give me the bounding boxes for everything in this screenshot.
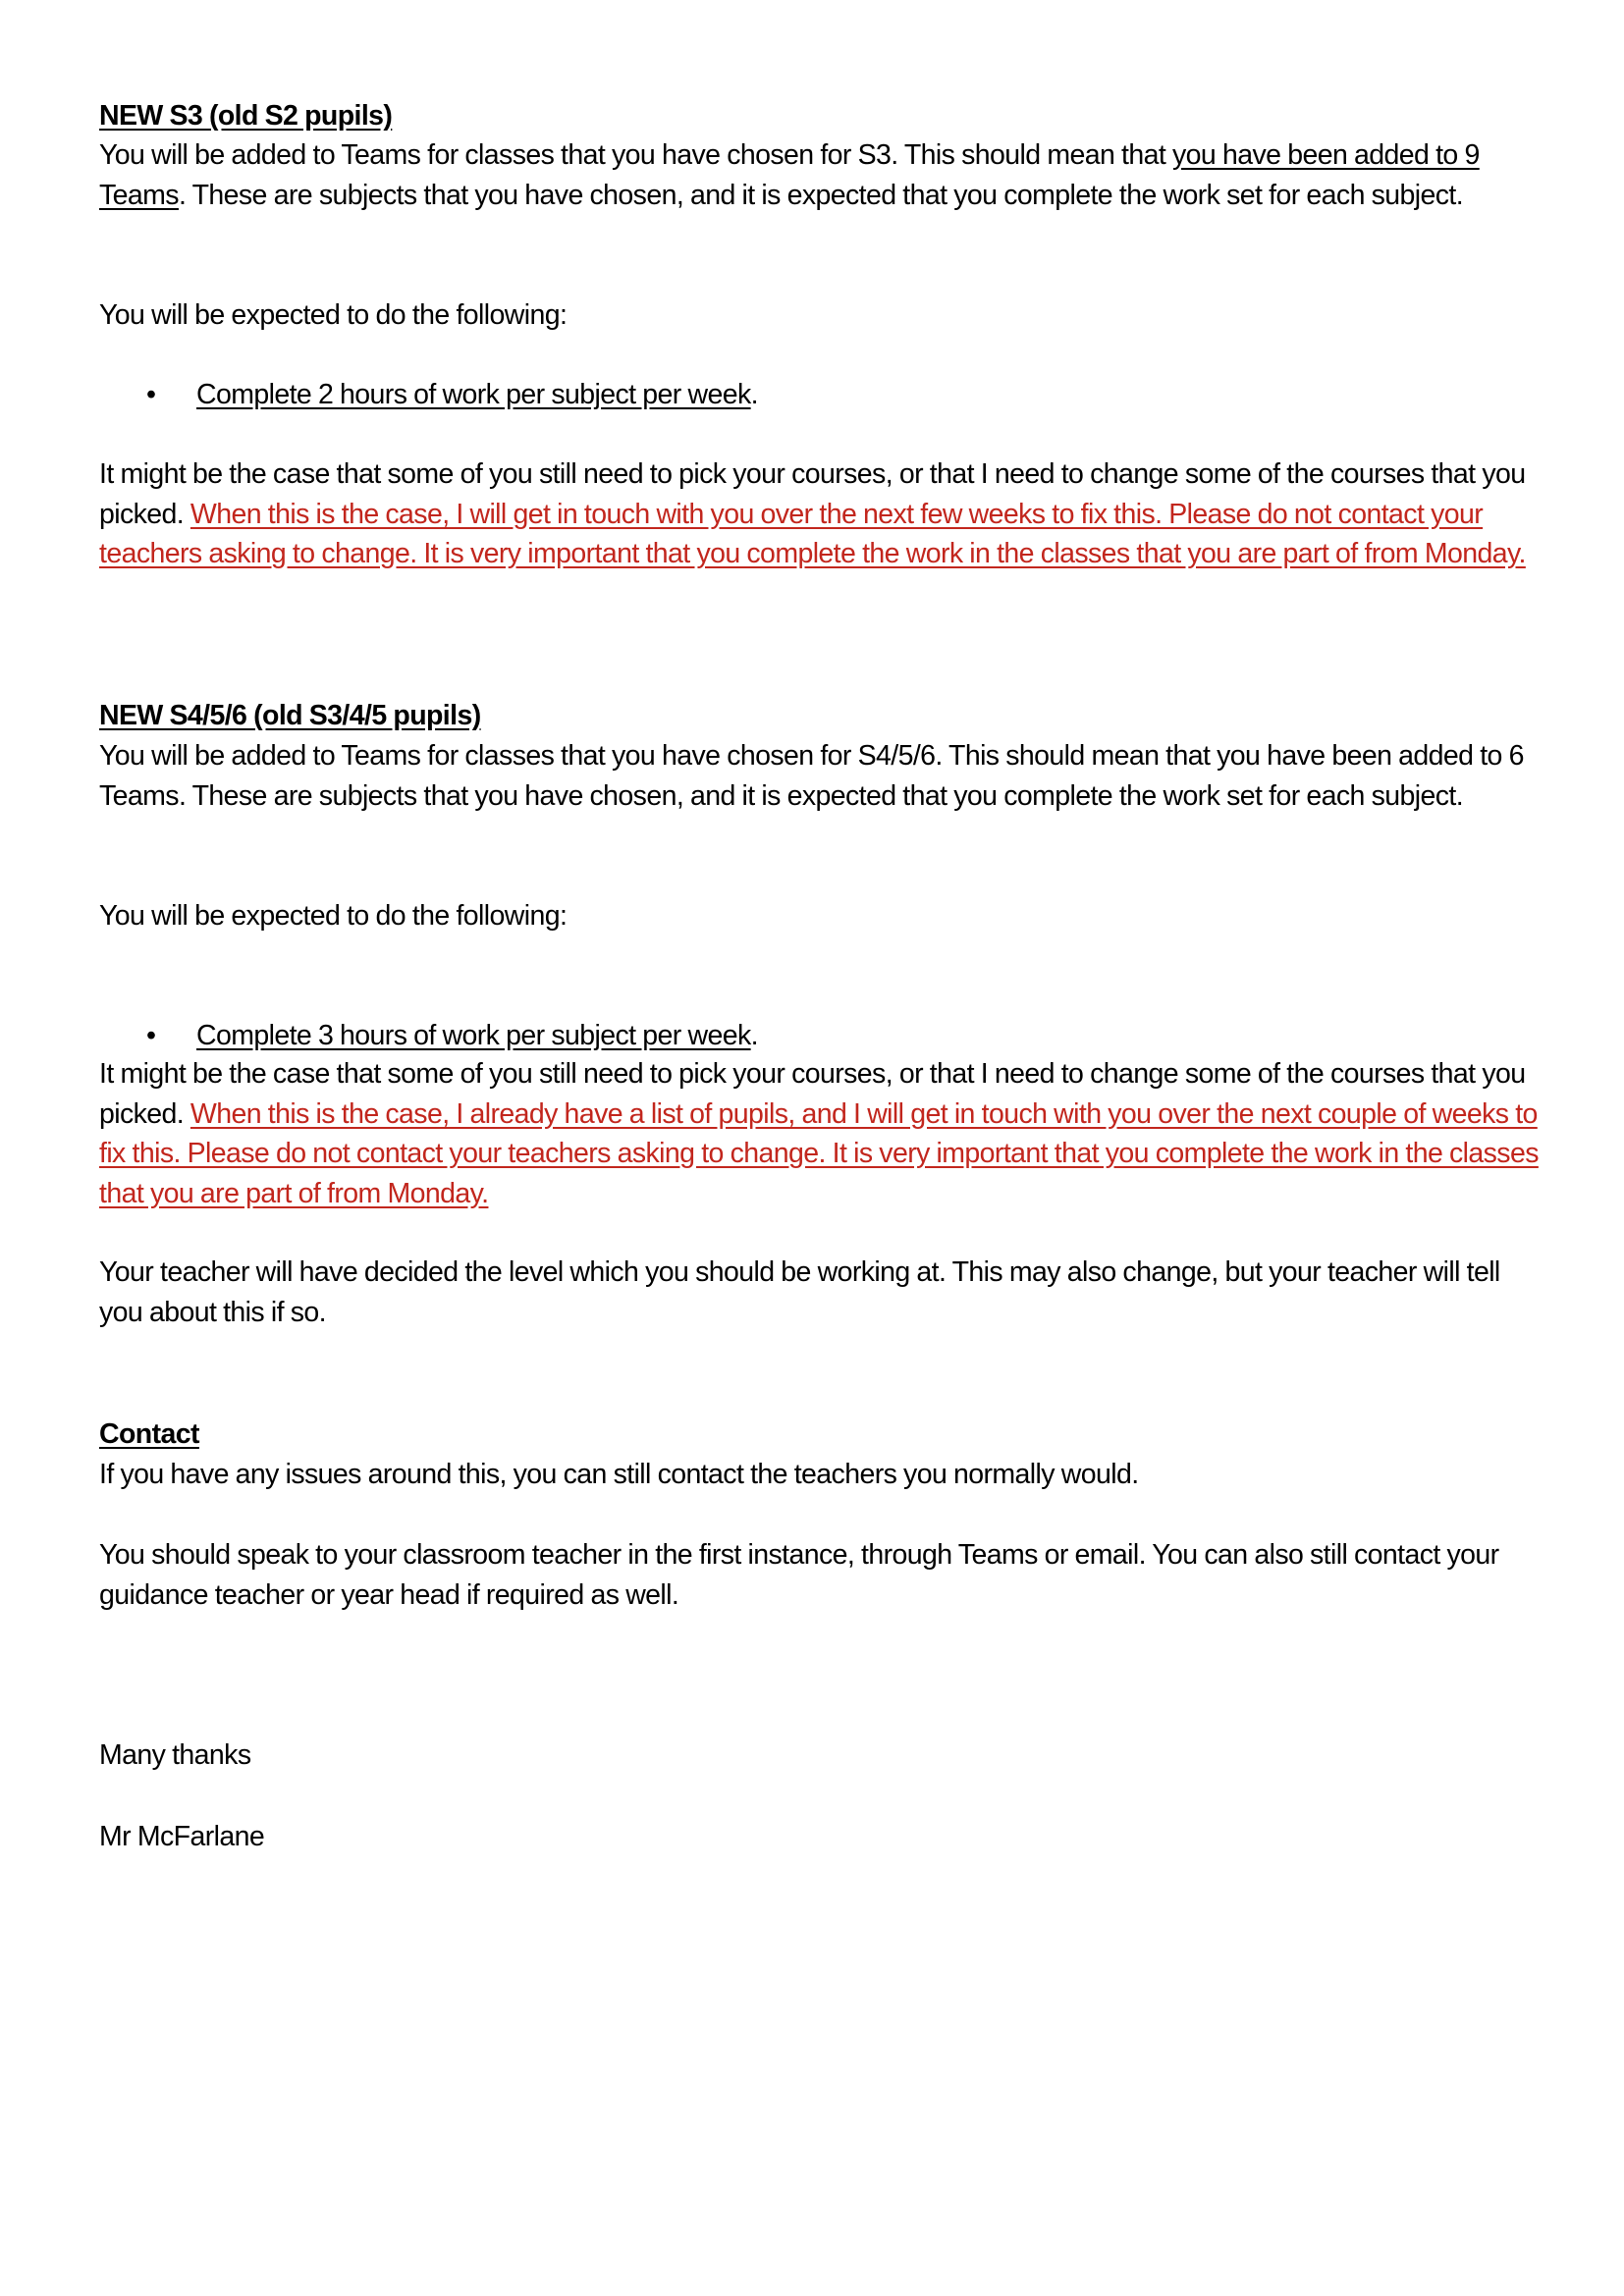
section-s456-expected-label: You will be expected to do the following: [99,900,568,932]
change-note-text: It might be the case that some of you still need to pick your courses, or that I need to change some of the courses that you picked. [99,1058,1526,1130]
document-page [99,98,1543,1852]
bullet-icon: • [146,379,156,410]
section-s3-heading: NEW S3 (old S2 pupils) [99,100,393,132]
bullet-text: Complete 2 hours of work per subject per week [196,379,751,410]
contact-heading: Contact [99,1418,199,1450]
section-s456-bullet-item [99,1016,1624,1056]
bullet-text: Complete 3 hours of work per subject per week [196,1019,751,1051]
bullet-icon: • [146,1019,156,1051]
contact-line-2: You should speak to your classroom teacher in the first instance, through Teams or email. You can also still contact your guidance teacher or year head if required as well. [99,1539,1499,1611]
section-s456-change-note [99,1054,1543,1213]
bullet-end: . [750,379,758,410]
change-note-text: It might be the case that some of you still need to pick your courses, or that I need to change some of the courses that you picked. [99,458,1526,530]
section-s3-bullet-item [99,375,1624,415]
section-s3-change-note [99,454,1543,574]
change-note-warning: When this is the case, I already have a list of pupils, and I will get in touch with you over the next couple of weeks to fix this. Please do not contact your teachers asking to change. It is very important that you complete the work in the classes that you are part of from Monday. [99,1097,1539,1209]
intro-text: You will be added to Teams for classes that you have chosen for S3. This should mean that [99,139,1173,171]
intro-text-end: . These are subjects that you have chosen, and it is expected that you complete the work set for each subject. [178,179,1464,211]
closing-text: Many thanks [99,1739,251,1771]
section-s456-heading: NEW S4/5/6 (old S3/4/5 pupils) [99,700,481,731]
section-s456-level-note: Your teacher will have decided the level which you should be working at. This may also change, but your teacher will tell you about this if so. [99,1256,1500,1328]
section-s3-expected-label: You will be expected to do the following: [99,299,568,331]
change-note-warning: When this is the case, I will get in touch with you over the next few weeks to fix this. Please do not contact your teachers asking to change. It is very important that you complete the work in the classes that you are part of from Monday. [99,498,1526,570]
section-s3-intro [99,135,1543,215]
contact-line-1: If you have any issues around this, you can still contact the teachers you normally would. [99,1459,1139,1490]
author-name: Mr McFarlane [99,1821,265,1852]
bullet-end: . [750,1019,758,1051]
intro-underlined-text: you have been added to 9 Teams [99,139,1480,211]
section-s456-intro: You will be added to Teams for classes that you have chosen for S4/5/6. This should mean that you have been added to 6 Teams. These are subjects that you have chosen, and it is expected that you complete the work set for each subject. [99,740,1524,812]
